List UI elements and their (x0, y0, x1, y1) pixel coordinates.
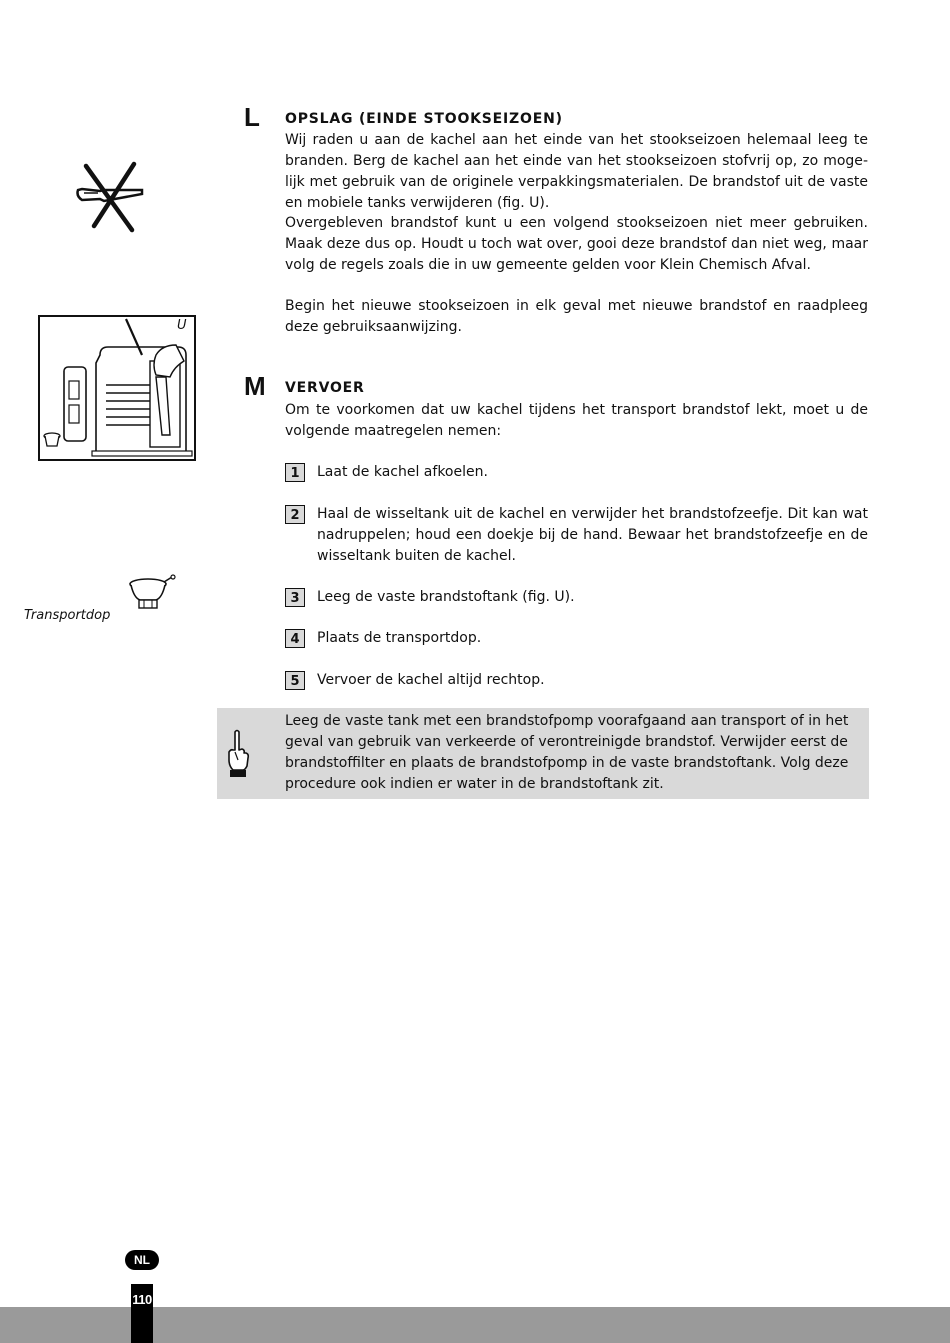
warning-note-text: Leeg de vaste tank met een brandstofpomp voorafgaand aan transport of in het geval van gebruik van verkeerde of verontreinigde brandstof. Verwijder eerst de brandstoffilter en plaats de brandstofpomp in de vaste brandstoftank. Volg deze procedure ook indien er water in de brandstoftank zit. (285, 713, 849, 792)
transport-intro: Om te voorkomen dat uw kachel tijdens het transport brandstof lekt, moet u de volgende maatregelen nemen: (285, 402, 868, 439)
transport-cap-caption: Transportdop (24, 608, 111, 623)
pointing-hand-icon (225, 728, 251, 780)
section-heading-transport: VERVOER (285, 380, 365, 396)
warning-note (217, 708, 869, 799)
step-number: 1 (285, 463, 305, 482)
section-letter-m: M (244, 371, 266, 401)
section-heading-storage: OPSLAG (EINDE STOOKSEIZOEN) (285, 111, 563, 127)
storage-paragraph-3: Begin het nieuwe stookseizoen in elk geval met nieuwe brandstof en raadpleeg deze gebruiksaanwijzing. (285, 298, 868, 335)
step-number: 2 (285, 505, 305, 524)
no-screwdriver-icon (72, 160, 152, 234)
step-number: 3 (285, 588, 305, 607)
page-number: 110 (131, 1284, 153, 1343)
step-text: Laat de kachel afkoelen. (317, 464, 488, 480)
step-text: Vervoer de kachel altijd rechtop. (317, 672, 545, 688)
language-badge: NL (125, 1250, 159, 1270)
figure-u-heater-illustration (38, 315, 196, 461)
transport-cap-icon (128, 574, 176, 612)
step-number: 5 (285, 671, 305, 690)
step-text: Haal de wisseltank uit de kachel en verwijder het brandstofzeefje. Dit kan wat nadruppelen; houd een doekje bij de hand. Bewaar het brandstofzeefje en de wisseltank buiten de kachel. (317, 506, 868, 564)
step-text: Leeg de vaste brandstoftank (fig. U). (317, 589, 575, 605)
section-letter-l: L (244, 102, 260, 132)
storage-paragraph-1: Wij raden u aan de kachel aan het einde van het stookseizoen helemaal leeg te branden. Berg de kachel aan het einde van het stookseizoen stofvrij op, zo mogelijk met gebruik van de originele verpakkingsmaterialen. De brandstof uit de vaste en mobiele tanks verwijderen (fig. U). (285, 132, 868, 211)
storage-paragraph-2: Overgebleven brandstof kunt u een volgend stookseizoen niet meer gebruiken. Maak deze dus op. Houdt u toch wat over, gooi deze brandstof dan niet weg, maar volg de regels zoals die in uw gemeente gelden voor Klein Chemisch Afval. (285, 215, 868, 273)
step-text: Plaats de transportdop. (317, 630, 482, 646)
figure-u-label: U (177, 318, 187, 333)
step-number: 4 (285, 629, 305, 648)
